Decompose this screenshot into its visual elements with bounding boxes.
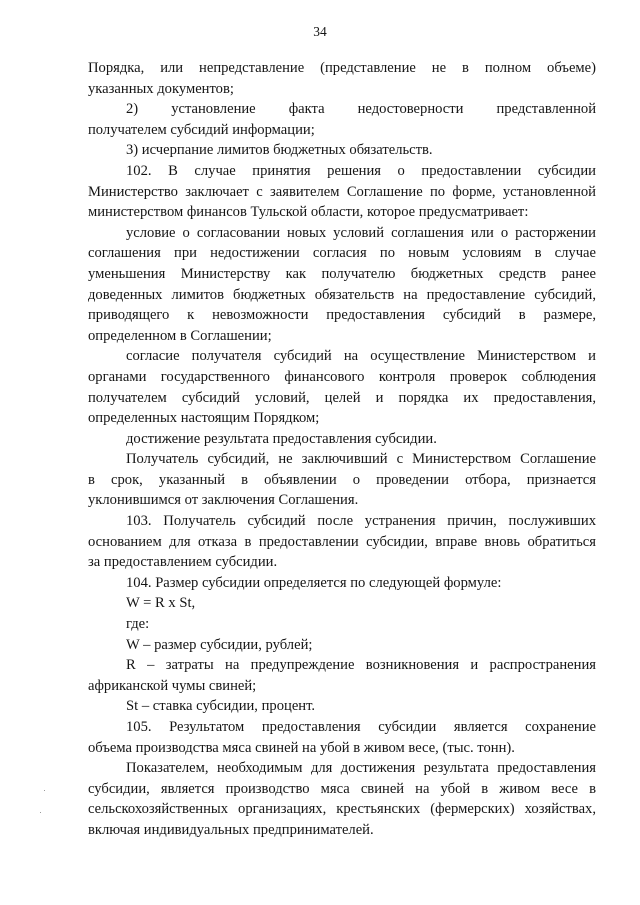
text-line: Министерство заключает с заявителем Соглашение по форме, установленной bbox=[88, 183, 596, 200]
text-line: W = R x St, bbox=[126, 595, 196, 612]
text-line: получателем субсидий информации; bbox=[88, 121, 315, 138]
page-number: 34 bbox=[313, 24, 327, 39]
text-line: 103. Получатель субсидий после устранения причин, послуживших bbox=[126, 513, 596, 530]
text-line: субсидии, является производство мяса свиней на убой в живом весе в bbox=[88, 780, 596, 797]
text-line: объема производства мяса свиней на убой в живом весе, (тыс. тонн). bbox=[88, 739, 515, 756]
text-line: условие о согласовании новых условий соглашения или о расторжении bbox=[126, 224, 596, 241]
text-line: Порядка, или непредставление (представление не в полном объеме) bbox=[88, 60, 596, 76]
text-line: министерством финансов Тульской области, которое предусматривает: bbox=[88, 204, 529, 221]
scan-speck bbox=[40, 812, 41, 813]
text-line: 102. В случае принятия решения о предоставлении субсидии bbox=[126, 162, 596, 179]
text-line: где: bbox=[126, 616, 150, 633]
text-line: сельскохозяйственных организациях, крестьянских (фермерских) хозяйствах, bbox=[88, 801, 596, 818]
text-line: 2) установление факта недостоверности представленной bbox=[126, 101, 596, 118]
text-line: уклонившимся от заключения Соглашения. bbox=[88, 492, 359, 509]
text-line: уменьшения Министерству как получателю бюджетных средств ранее bbox=[88, 265, 596, 282]
scan-speck bbox=[44, 790, 45, 791]
text-line: 104. Размер субсидии определяется по следующей формуле: bbox=[126, 574, 502, 591]
text-line: в срок, указанный в объявлении о проведении отбора, признается bbox=[88, 471, 596, 488]
text-line: соглашения при недостижении согласия по новым условиям в случае bbox=[88, 245, 596, 262]
text-line: Показателем, необходимым для достижения результата предоставления bbox=[126, 760, 596, 777]
page-body bbox=[88, 58, 596, 841]
text-line: R – затраты на предупреждение возникновения и распространения bbox=[126, 657, 596, 674]
text-line: St – ставка субсидии, процент. bbox=[126, 698, 316, 715]
text-line: африканской чумы свиней; bbox=[88, 677, 257, 694]
text-line: указанных документов; bbox=[88, 80, 234, 97]
text-line: основанием для отказа в предоставлении субсидии, вправе вновь обратиться bbox=[88, 533, 596, 550]
text-line: органами государственного финансового контроля проверок соблюдения bbox=[88, 368, 596, 385]
text-line: достижение результата предоставления субсидии. bbox=[126, 430, 437, 447]
text-line: W – размер субсидии, рублей; bbox=[126, 636, 313, 653]
text-line: включая индивидуальных предпринимателей. bbox=[88, 821, 374, 838]
text-line: определенном в Соглашении; bbox=[88, 327, 272, 344]
text-line: определенных настоящим Порядком; bbox=[88, 410, 320, 427]
text-line: 105. Результатом предоставления субсидии является сохранение bbox=[126, 719, 596, 735]
text-line: получателем субсидий условий, целей и порядка их предоставления, bbox=[88, 389, 596, 406]
text-line: согласие получателя субсидий на осуществление Министерством и bbox=[126, 348, 596, 365]
text-line: за предоставлением субсидии. bbox=[88, 554, 278, 571]
text-line: 3) исчерпание лимитов бюджетных обязательств. bbox=[126, 142, 433, 159]
text-line: доведенных лимитов бюджетных обязательств на предоставление субсидий, bbox=[88, 286, 596, 303]
text-line: Получатель субсидий, не заключивший с Министерством Соглашение bbox=[126, 451, 596, 468]
text-line: приводящего к невозможности предоставления субсидий в размере, bbox=[88, 307, 596, 324]
